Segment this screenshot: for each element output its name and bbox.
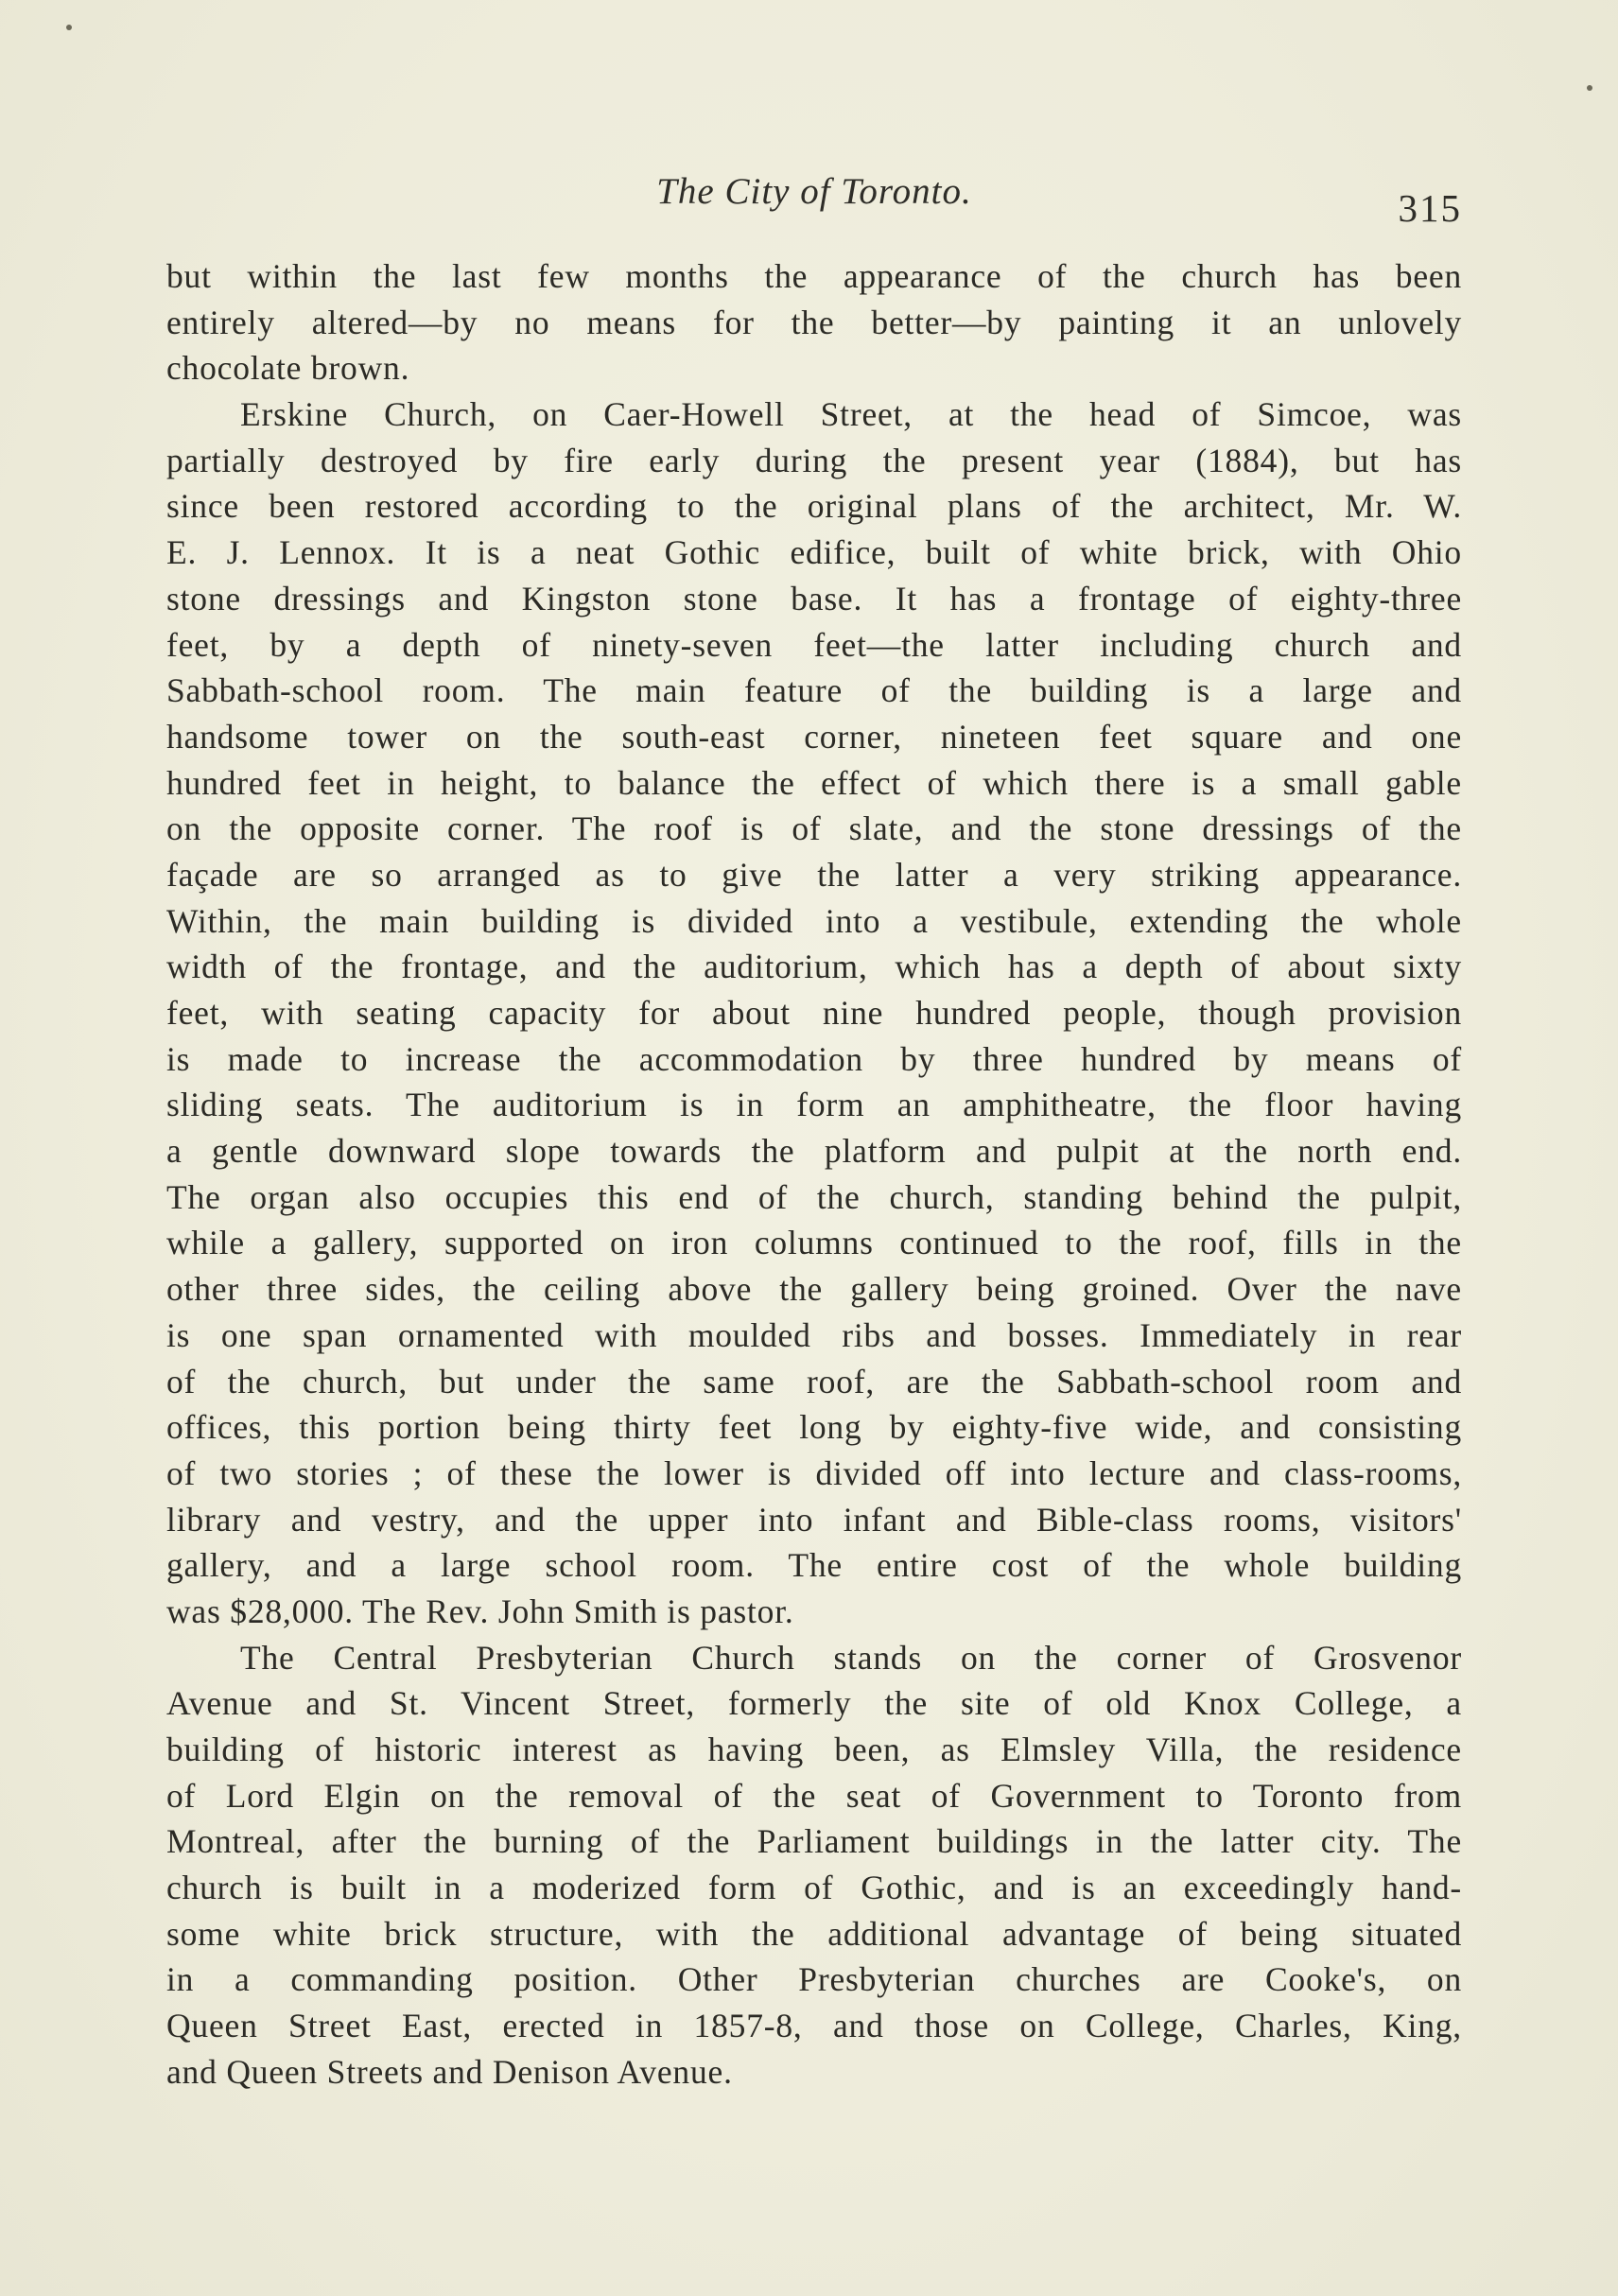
- text-line: Avenue and St. Vincent Street, formerly the site of old Knox College, a: [166, 1684, 1462, 1723]
- text-line: width of the frontage, and the auditorium, which has a depth of about sixty: [166, 948, 1462, 986]
- paper-speck: [66, 25, 72, 30]
- text-line: is one span ornamented with moulded ribs and bosses. Immediately in rear: [166, 1315, 1462, 1354]
- running-title: The City of Toronto.: [656, 171, 972, 212]
- text-line: building of historic interest as having been, as Elmsley Villa, the residence: [166, 1731, 1462, 1768]
- text-line: offices, this portion being thirty feet long by eighty-five wide, and consisting: [166, 1408, 1462, 1447]
- text-line: hundred feet in height, to balance the effect of which there is a small gable: [166, 763, 1462, 802]
- text-line: façade are so arranged as to give the latter a very striking appearance.: [166, 855, 1462, 894]
- text-line: a gentle downward slope towards the platform and pulpit at the north end.: [166, 1132, 1462, 1171]
- paragraph: [166, 1635, 1462, 2096]
- text-line: and Queen Streets and Denison Avenue.: [166, 2052, 733, 2091]
- text-line: The Central Presbyterian Church stands on the corner of Grosvenor: [240, 1638, 1462, 1677]
- text-line: since been restored according to the original plans of the architect, Mr. W.: [166, 487, 1462, 526]
- text-line: partially destroyed by fire early during the present year (1884), but has: [166, 441, 1462, 479]
- text-line: The organ also occupies this end of the church, standing behind the pulpit,: [166, 1177, 1462, 1216]
- paper-speck: [1587, 85, 1592, 91]
- text-line: of the church, but under the same roof, are the Sabbath-school room and: [166, 1362, 1462, 1400]
- text-line: while a gallery, supported on iron columns continued to the roof, fills in the: [166, 1224, 1462, 1262]
- body-text: [166, 253, 1462, 2096]
- text-line: library and vestry, and the upper into infant and Bible-class rooms, visitors': [166, 1500, 1462, 1539]
- text-line: of Lord Elgin on the removal of the seat of Government to Toronto from: [166, 1776, 1462, 1815]
- text-line: other three sides, the ceiling above the gallery being groined. Over the nave: [166, 1270, 1462, 1309]
- paragraph: [166, 391, 1462, 1635]
- text-line: E. J. Lennox. It is a neat Gothic edifice, built of white brick, with Ohio: [166, 533, 1462, 572]
- text-line: Sabbath-school room. The main feature of the building is a large and: [166, 671, 1462, 710]
- text-line: of two stories ; of these the lower is divided off into lecture and class-rooms,: [166, 1453, 1462, 1492]
- paragraph: [166, 253, 1462, 391]
- text-line: entirely altered—by no means for the better—by painting it an unlovely: [166, 303, 1462, 341]
- text-line: is made to increase the accommodation by three hundred by means of: [166, 1039, 1462, 1078]
- page-number: 315: [1398, 186, 1462, 230]
- text-line: Erskine Church, on Caer-Howell Street, at the head of Simcoe, was: [240, 395, 1462, 434]
- text-line: Queen Street East, erected in 1857-8, and those on College, Charles, King,: [166, 2007, 1462, 2045]
- text-line: some white brick structure, with the additional advantage of being situated: [166, 1914, 1462, 1953]
- text-line: stone dressings and Kingston stone base. It has a frontage of eighty-three: [166, 579, 1462, 617]
- text-line: Montreal, after the burning of the Parliament buildings in the latter city. The: [166, 1822, 1462, 1861]
- text-line: but within the last few months the appearance of the church has been: [166, 257, 1462, 295]
- running-head: [166, 170, 1462, 230]
- text-line: in a commanding position. Other Presbyterian churches are Cooke's, on: [166, 1960, 1462, 1999]
- text-line: handsome tower on the south-east corner, nineteen feet square and one: [166, 717, 1462, 756]
- text-line: church is built in a moderized form of Gothic, and is an exceedingly hand-: [166, 1869, 1462, 1907]
- text-line: sliding seats. The auditorium is in form an amphitheatre, the floor having: [166, 1086, 1462, 1124]
- text-line: feet, with seating capacity for about nine hundred people, though provision: [166, 994, 1462, 1032]
- text-line: chocolate brown.: [166, 349, 410, 388]
- text-line: feet, by a depth of ninety-seven feet—the latter including church and: [166, 625, 1462, 664]
- text-line: gallery, and a large school room. The entire cost of the whole building: [166, 1546, 1462, 1585]
- text-line: on the opposite corner. The roof is of slate, and the stone dressings of the: [166, 809, 1462, 848]
- text-line: was $28,000. The Rev. John Smith is pastor.: [166, 1592, 794, 1630]
- text-line: Within, the main building is divided into a vestibule, extending the whole: [166, 901, 1462, 940]
